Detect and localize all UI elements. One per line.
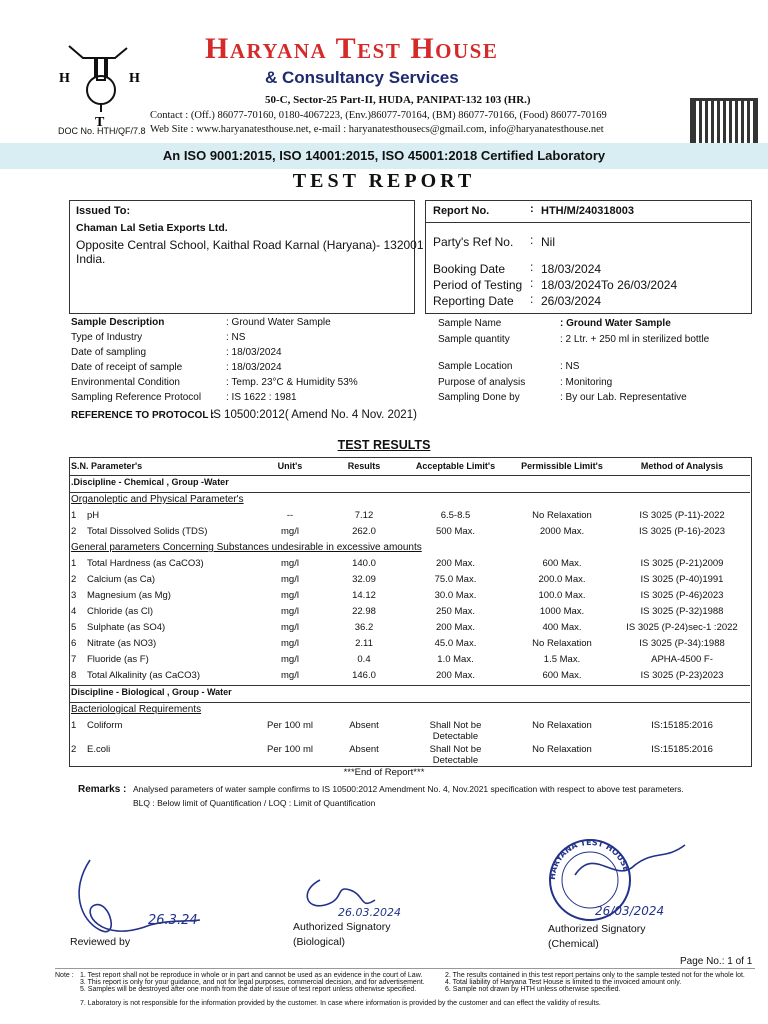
cell-sn: 5 [71,622,77,633]
cell-result: Absent [349,744,379,755]
cell-sn: 1 [71,720,77,731]
results-header-row [69,457,750,476]
cell-unit: Per 100 ml [267,720,313,731]
notes-right [445,972,765,993]
company-logo [55,38,145,128]
end-of-report: ***End of Report*** [343,767,425,778]
cell-method: IS:15185:2016 [651,720,713,731]
col-results: Results [327,457,401,476]
receipt-date-label: Date of receipt of sample [71,362,183,373]
cell-parameter [69,743,253,767]
results-table [69,457,750,767]
issued-to-box [69,200,415,314]
cell-method: IS 3025 (P-24)sec-1 :2022 [626,622,738,633]
sampling-by-label: Sampling Done by [438,392,520,403]
cell-permissible: 100.0 Max. [538,590,586,601]
cell-result: 0.4 [357,654,371,665]
company-stamp [535,825,705,935]
cell-permissible: 400 Max. [542,622,582,633]
customer-country: India. [76,252,106,266]
issued-to-label: Issued To: [76,205,131,217]
cell-sn: 2 [71,574,77,585]
cell-param-name: Total Alkalinity (as CaCO3) [87,670,200,681]
note-2: 2. The results contained in this test report pertains only to the sample tested not for the whole lot. [445,972,745,979]
cell-param-name: Coliform [87,720,123,731]
col-method: Method of Analysis [614,457,750,476]
table-row [69,743,750,767]
period-label: Period of Testing [433,278,523,292]
cell-method: IS 3025 (P-40)1991 [640,574,724,585]
protocol-value: IS 10500:2012( Amend No. 4 Nov. 2021) [210,409,417,421]
sample-desc-value: : Ground Water Sample [226,317,331,328]
sample-name-value: : Ground Water Sample [560,318,671,329]
cell-sn: 3 [71,590,77,601]
cell-acceptable: 30.0 Max. [434,590,477,601]
cell-permissible: 600 Max. [542,670,582,681]
sample-location-label: Sample Location [438,361,513,372]
cell-result: 146.0 [352,670,376,681]
reviewer-sign-date: 26.3.24 [148,913,198,928]
period-value: 18/03/2024To 26/03/2024 [541,278,678,292]
protocol-ref-label: Sampling Reference Protocol [71,392,202,403]
protocol-label: REFERENCE TO PROTOCOL : [71,410,215,421]
cell-unit: mg/l [281,654,299,665]
cell-param-name: pH [87,510,100,521]
bio-signature [290,870,420,925]
cell-sn: 2 [71,744,77,755]
footer-divider [55,968,755,969]
cell-param-name: Fluoride (as F) [87,654,149,665]
cell-permissible: No Relaxation [532,720,592,731]
notes-left [80,972,440,993]
cell-result: 2.11 [355,638,373,649]
cell-parameter [69,637,253,653]
contact-line: Contact : (Off.) 86077-70160, 0180-4067223, (Env.)86077-70164, (BM) 86077-70166, (Food) 86077-70169 [150,110,607,121]
cell-sn: 1 [71,510,77,521]
cell-sn: 8 [71,670,77,681]
sampling-date-label: Date of sampling [71,347,147,358]
sampling-date-value: : 18/03/2024 [226,347,282,358]
auth-chem-dept: (Chemical) [548,938,599,950]
cell-method: IS 3025 (P-11)-2022 [639,510,725,521]
cell-result: 14.12 [352,590,376,601]
industry-value: : NS [226,332,246,343]
report-no-label: Report No. [433,205,490,217]
auth-bio-label: Authorized Signatory [293,921,391,933]
doc-number: DOC No. HTH/QF/7.8 [58,126,146,136]
remarks-label: Remarks : [78,784,127,795]
party-ref-value: Nil [541,235,555,249]
col-unit: Unit's [253,457,327,476]
cell-acceptable-line1: Shall Not be [429,720,482,731]
cell-result: 7.12 [354,510,374,521]
stamp-text: HARYANA TEST HOUSE [547,837,631,881]
cell-acceptable [401,719,510,743]
cell-method: IS:15185:2016 [651,744,713,755]
cell-result: Absent [349,720,379,731]
logo-h-left: H [59,71,70,86]
iso-certification: An ISO 9001:2015, ISO 14001:2015, ISO 45001:2018 Certified Laboratory [162,148,606,163]
cell-param-name: Nitrate (as NO3) [87,638,157,649]
cell-parameter [69,525,253,541]
cell-param-name: Total Hardness (as CaCO3) [87,558,204,569]
discipline-label: .Discipline - Chemical , Group -Water [69,476,750,493]
note-1: 1. Test report shall not be reproduce in whole or in part and cannot be used as an evidence in the court of Law. [80,972,423,979]
cell-unit: Per 100 ml [267,744,313,755]
remarks-text: Analysed parameters of water sample confirms to IS 10500:2012 Amendment No. 4, Nov.2021 specification with respect to above test parameters. [133,784,684,794]
industry-label: Type of Industry [71,332,143,343]
group-label: Organoleptic and Physical Parameter's [71,494,244,505]
cell-sn: 6 [71,638,77,649]
cell-result: 22.98 [352,606,376,617]
test-results-title: TEST RESULTS [337,438,431,452]
group-label: General parameters Concerning Substances undesirable in excessive amounts [71,542,422,553]
col-permissible: Permissible Limit's [510,457,614,476]
cell-permissible: 600 Max. [542,558,582,569]
booking-date-value: 18/03/2024 [541,262,602,276]
auth-bio-dept: (Biological) [293,936,345,948]
env-condition-label: Environmental Condition [71,377,180,388]
sample-name-label: Sample Name [438,318,502,329]
cell-parameter [69,605,253,621]
remarks-loq: BLQ : Below limit of Quantification / LOQ : Limit of Quantification [133,798,376,808]
group-label: Bacteriological Requirements [71,704,202,715]
customer-address: Opposite Central School, Kaithal Road Karnal (Haryana)- 132001 [76,238,424,252]
col-acceptable: Acceptable Limit's [401,457,510,476]
cell-param-name: Magnesium (as Mg) [87,590,171,601]
cell-permissible: 1.5 Max. [543,654,581,665]
cell-acceptable: 1.0 Max. [437,654,474,665]
company-subtitle: & Consultancy Services [265,68,459,87]
cell-method: IS 3025 (P-32)1988 [640,606,724,617]
cell-acceptable-line2: Detectable [432,731,479,742]
cell-method: IS 3025 (P-46)2023 [640,590,724,601]
cell-method: IS 3025 (P-34):1988 [639,638,725,649]
cell-acceptable: 75.0 Max. [434,574,477,585]
discipline-row [69,476,750,493]
cell-unit: mg/l [281,558,299,569]
cell-acceptable: 250 Max. [435,606,476,617]
reporting-date-label: Reporting Date [433,294,514,308]
cell-parameter [69,509,253,525]
table-row [69,621,750,637]
cell-acceptable-line2: Detectable [432,755,479,766]
group-row [69,493,750,510]
cell-param-name: Total Dissolved Solids (TDS) [87,526,208,537]
purpose-label: Purpose of analysis [438,377,526,388]
company-name: Haryana Test House [205,32,499,65]
cell-acceptable: 200 Max. [435,622,476,633]
cell-sn: 2 [71,526,77,537]
protocol-ref-value: : IS 1622 : 1981 [226,392,297,403]
table-row [69,653,750,669]
cell-parameter [69,621,253,637]
cell-acceptable: 45.0 Max. [434,638,477,649]
note-3: 3. This report is only for your guidance, and not for legal purposes, commercial decision, and for advertisement. [80,979,425,986]
cell-acceptable: 500 Max. [435,526,476,537]
cell-unit: -- [286,510,294,521]
logo-h-right: H [129,71,140,86]
cell-parameter [69,669,253,686]
cell-unit: mg/l [281,590,299,601]
logo-t: T [95,115,105,128]
note-6: 6. Sample not drawn by HTH unless otherwise specified. [445,986,621,993]
sample-qty-label: Sample quantity [438,334,510,345]
purpose-value: : Monitoring [560,377,613,388]
cell-result: 32.09 [352,574,376,585]
note-5: 5. Samples will be destroyed after one month from the date of issue of test report unless otherwise specified. [80,986,417,993]
col-parameter: S.N. Parameter's [69,457,253,476]
cell-sn: 1 [71,558,77,569]
cell-parameter [69,719,253,743]
cell-parameter [69,573,253,589]
cell-parameter [69,653,253,669]
auth-chem-label: Authorized Signatory [548,923,646,935]
cell-unit: mg/l [281,526,299,537]
sampling-by-value: : By our Lab. Representative [560,392,687,403]
cell-param-name: E.coli [87,744,111,755]
cell-result: 140.0 [352,558,376,569]
table-row [69,589,750,605]
note-7: 7. Laboratory is not responsible for the information provided by the customer. In case where information is provided by the customer and can effect the validity of results. [80,1000,601,1007]
receipt-date-value: : 18/03/2024 [226,362,282,373]
cell-result: 36.2 [354,622,374,633]
party-ref-label: Party's Ref No. [433,235,514,249]
cell-permissible: 2000 Max. [539,526,585,537]
table-row [69,557,750,573]
cell-acceptable: 200 Max. [435,558,476,569]
cell-param-name: Chloride (as Cl) [87,606,153,617]
reporting-date-value: 26/03/2024 [541,294,602,308]
discipline-label: Discipline - Biological , Group - Water [69,686,750,703]
table-row [69,525,750,541]
cell-sn: 4 [71,606,77,617]
cell-unit: mg/l [281,638,299,649]
cell-acceptable: 200 Max. [435,670,476,681]
cell-result: 262.0 [352,526,376,537]
cell-permissible: No Relaxation [532,638,592,649]
sample-qty-value: : 2 Ltr. + 250 ml in sterilized bottle [560,334,710,345]
cell-method: APHA-4500 F- [651,654,713,665]
page-number: Page No.: 1 of 1 [680,956,753,967]
group-row [69,703,750,720]
bio-sign-date: 26.03.2024 [338,906,401,919]
group-row [69,541,750,557]
reviewed-by-label: Reviewed by [70,936,131,948]
report-no-value: HTH/M/240318003 [541,205,634,217]
customer-name: Chaman Lal Setia Exports Ltd. [76,222,228,234]
sample-location-value: : NS [560,361,580,372]
reviewer-signature [60,850,220,950]
note-4: 4. Total liability of Haryana Test House is limited to the invoiced amount only. [445,979,682,986]
cell-method: IS 3025 (P-23)2023 [640,670,724,681]
cell-permissible: No Relaxation [532,744,592,755]
website-line: Web Site : www.haryanatesthouse.net, e-mail : haryanatesthousecs@gmail.com, info@haryanatesthouse.net [150,124,604,135]
cell-unit: mg/l [281,574,299,585]
table-row [69,573,750,589]
cell-unit: mg/l [281,622,299,633]
cell-acceptable: 6.5-8.5 [440,510,471,521]
cell-parameter [69,557,253,573]
sample-desc-label: Sample Description [71,317,165,328]
cell-acceptable [401,743,510,767]
cell-param-name: Sulphate (as SO4) [87,622,166,633]
cell-unit: mg/l [281,670,299,681]
cell-method: IS 3025 (P-16)-2023 [638,526,726,537]
cell-permissible: No Relaxation [532,510,592,521]
cell-permissible: 1000 Max. [539,606,585,617]
table-row [69,605,750,621]
table-row [69,719,750,743]
table-row [69,637,750,653]
cell-permissible: 200.0 Max. [538,574,586,585]
discipline-row [69,686,750,703]
cell-unit: mg/l [281,606,299,617]
cell-method: IS 3025 (P-21)2009 [640,558,724,569]
table-row [69,509,750,525]
company-address: 50-C, Sector-25 Part-II, HUDA, PANIPAT-132 103 (HR.) [265,94,531,106]
cell-acceptable-line1: Shall Not be [429,744,482,755]
cell-param-name: Calcium (as Ca) [87,574,156,585]
env-condition-value: : Temp. 23°C & Humidity 53% [226,377,358,388]
cell-sn: 7 [71,654,77,665]
table-row [69,669,750,686]
chem-sign-date: 26/03/2024 [595,904,665,918]
booking-date-label: Booking Date [433,262,506,276]
cell-parameter [69,589,253,605]
note-label: Note : [55,972,74,979]
report-title: TEST REPORT [292,170,476,192]
